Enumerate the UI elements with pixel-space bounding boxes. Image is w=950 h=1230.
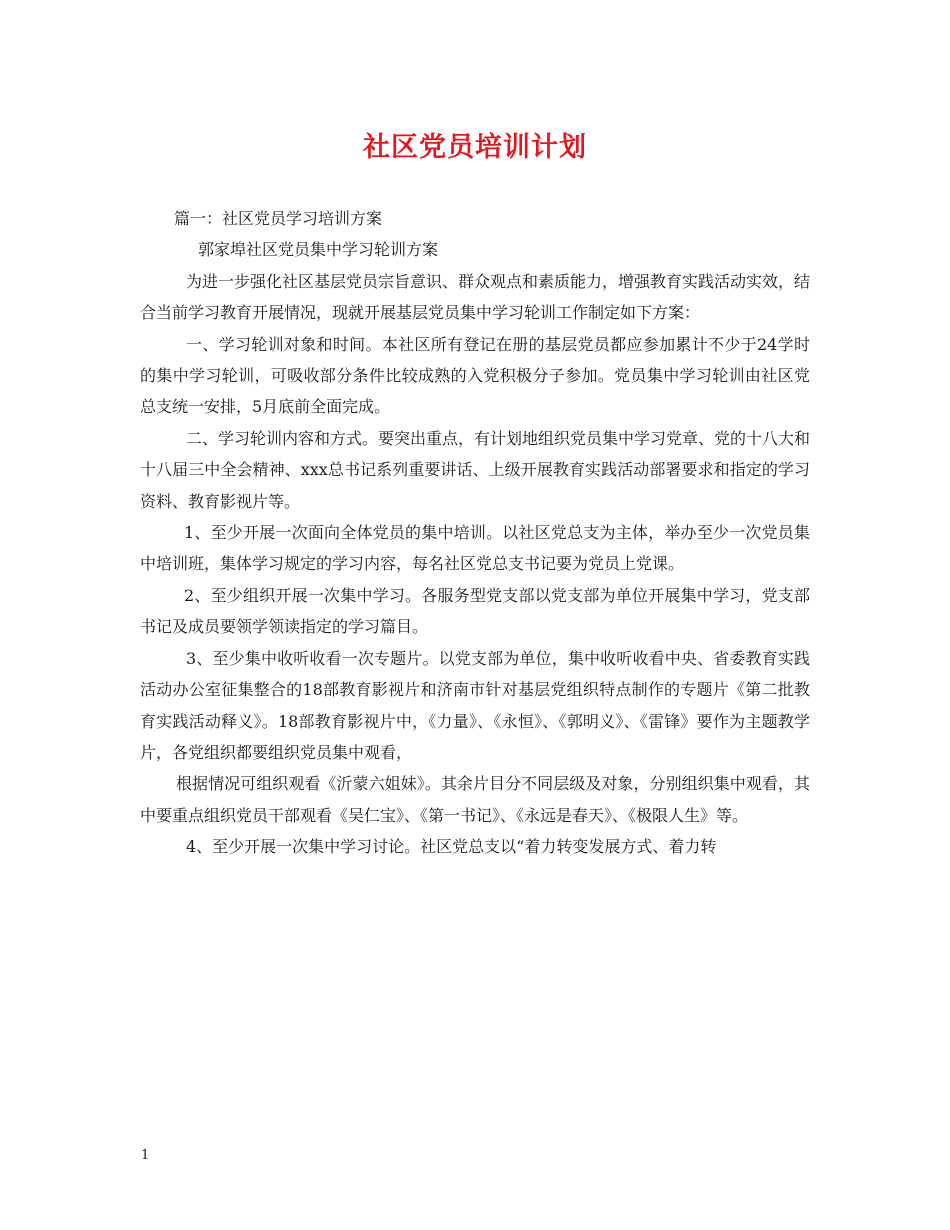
document-body bbox=[140, 203, 810, 863]
page-number: 1 bbox=[141, 1148, 150, 1163]
paragraph-item-2: 2、至少组织开展一次集中学习。各服务型党支部以党支部为单位开展集中学习，党支部书记及成员要领学领读指定的学习篇目。 bbox=[140, 585, 810, 637]
paragraph-intro: 为进一步强化社区基层党员宗旨意识、群众观点和素质能力，增强教育实践活动实效，结合当前学习教育开展情况，现就开展基层党员集中学习轮训工作制定如下方案： bbox=[140, 271, 811, 323]
paragraph-item-3-continued: 根据情况可组织观看《沂蒙六姐妹》。其余片目分不同层级及对象，分别组织集中观看，其中要重点组织党员干部观看《吴仁宝》、《第一书记》、《永远是春天》、《极限人生》等。 bbox=[140, 774, 810, 825]
plan-subtitle: 郭家埠社区党员集中学习轮训方案 bbox=[198, 240, 439, 260]
paragraph-content-method: 二、学习轮训内容和方式。要突出重点，有计划地组织党员集中学习党章、党的十八大和十八届三中全会精神、xxx总书记系列重要讲话、上级开展教育实践活动部署要求和指定的学习资料、教育影视片等。 bbox=[140, 428, 811, 511]
section-heading: 篇一：社区党员学习培训方案 bbox=[174, 209, 383, 228]
document-title: 社区党员培训计划 bbox=[363, 132, 587, 163]
paragraph-item-1: 1、至少开展一次面向全体党员的集中培训。以社区党总支为主体，举办至少一次党员集中培训班，集体学习规定的学习内容，每名社区党总支书记要为党员上党课。 bbox=[140, 523, 810, 574]
paragraph-item-3: 3、至少集中收听收看一次专题片。以党支部为单位，集中收听收看中央、省委教育实践活动办公室征集整合的18部教育影视片和济南市针对基层党组织特点制作的专题片《第二批教育实践活动释义》。18部教育影视片中，《力量》、《永恒》、《郭明义》、《雷锋》要作为主题教学片，各党组织都要组织党员集中观看， bbox=[140, 648, 810, 762]
paragraph-item-4: 4、至少开展一次集中学习讨论。社区党总支以“着力转变发展方式、着力转 bbox=[186, 837, 717, 857]
paragraph-target-time: 一、学习轮训对象和时间。本社区所有登记在册的基层党员都应参加累计不少于24学时的集中学习轮训，可吸收部分条件比较成熟的入党积极分子参加。党员集中学习轮训由社区党总支统一安排，5月底前全面完成。 bbox=[140, 334, 810, 417]
